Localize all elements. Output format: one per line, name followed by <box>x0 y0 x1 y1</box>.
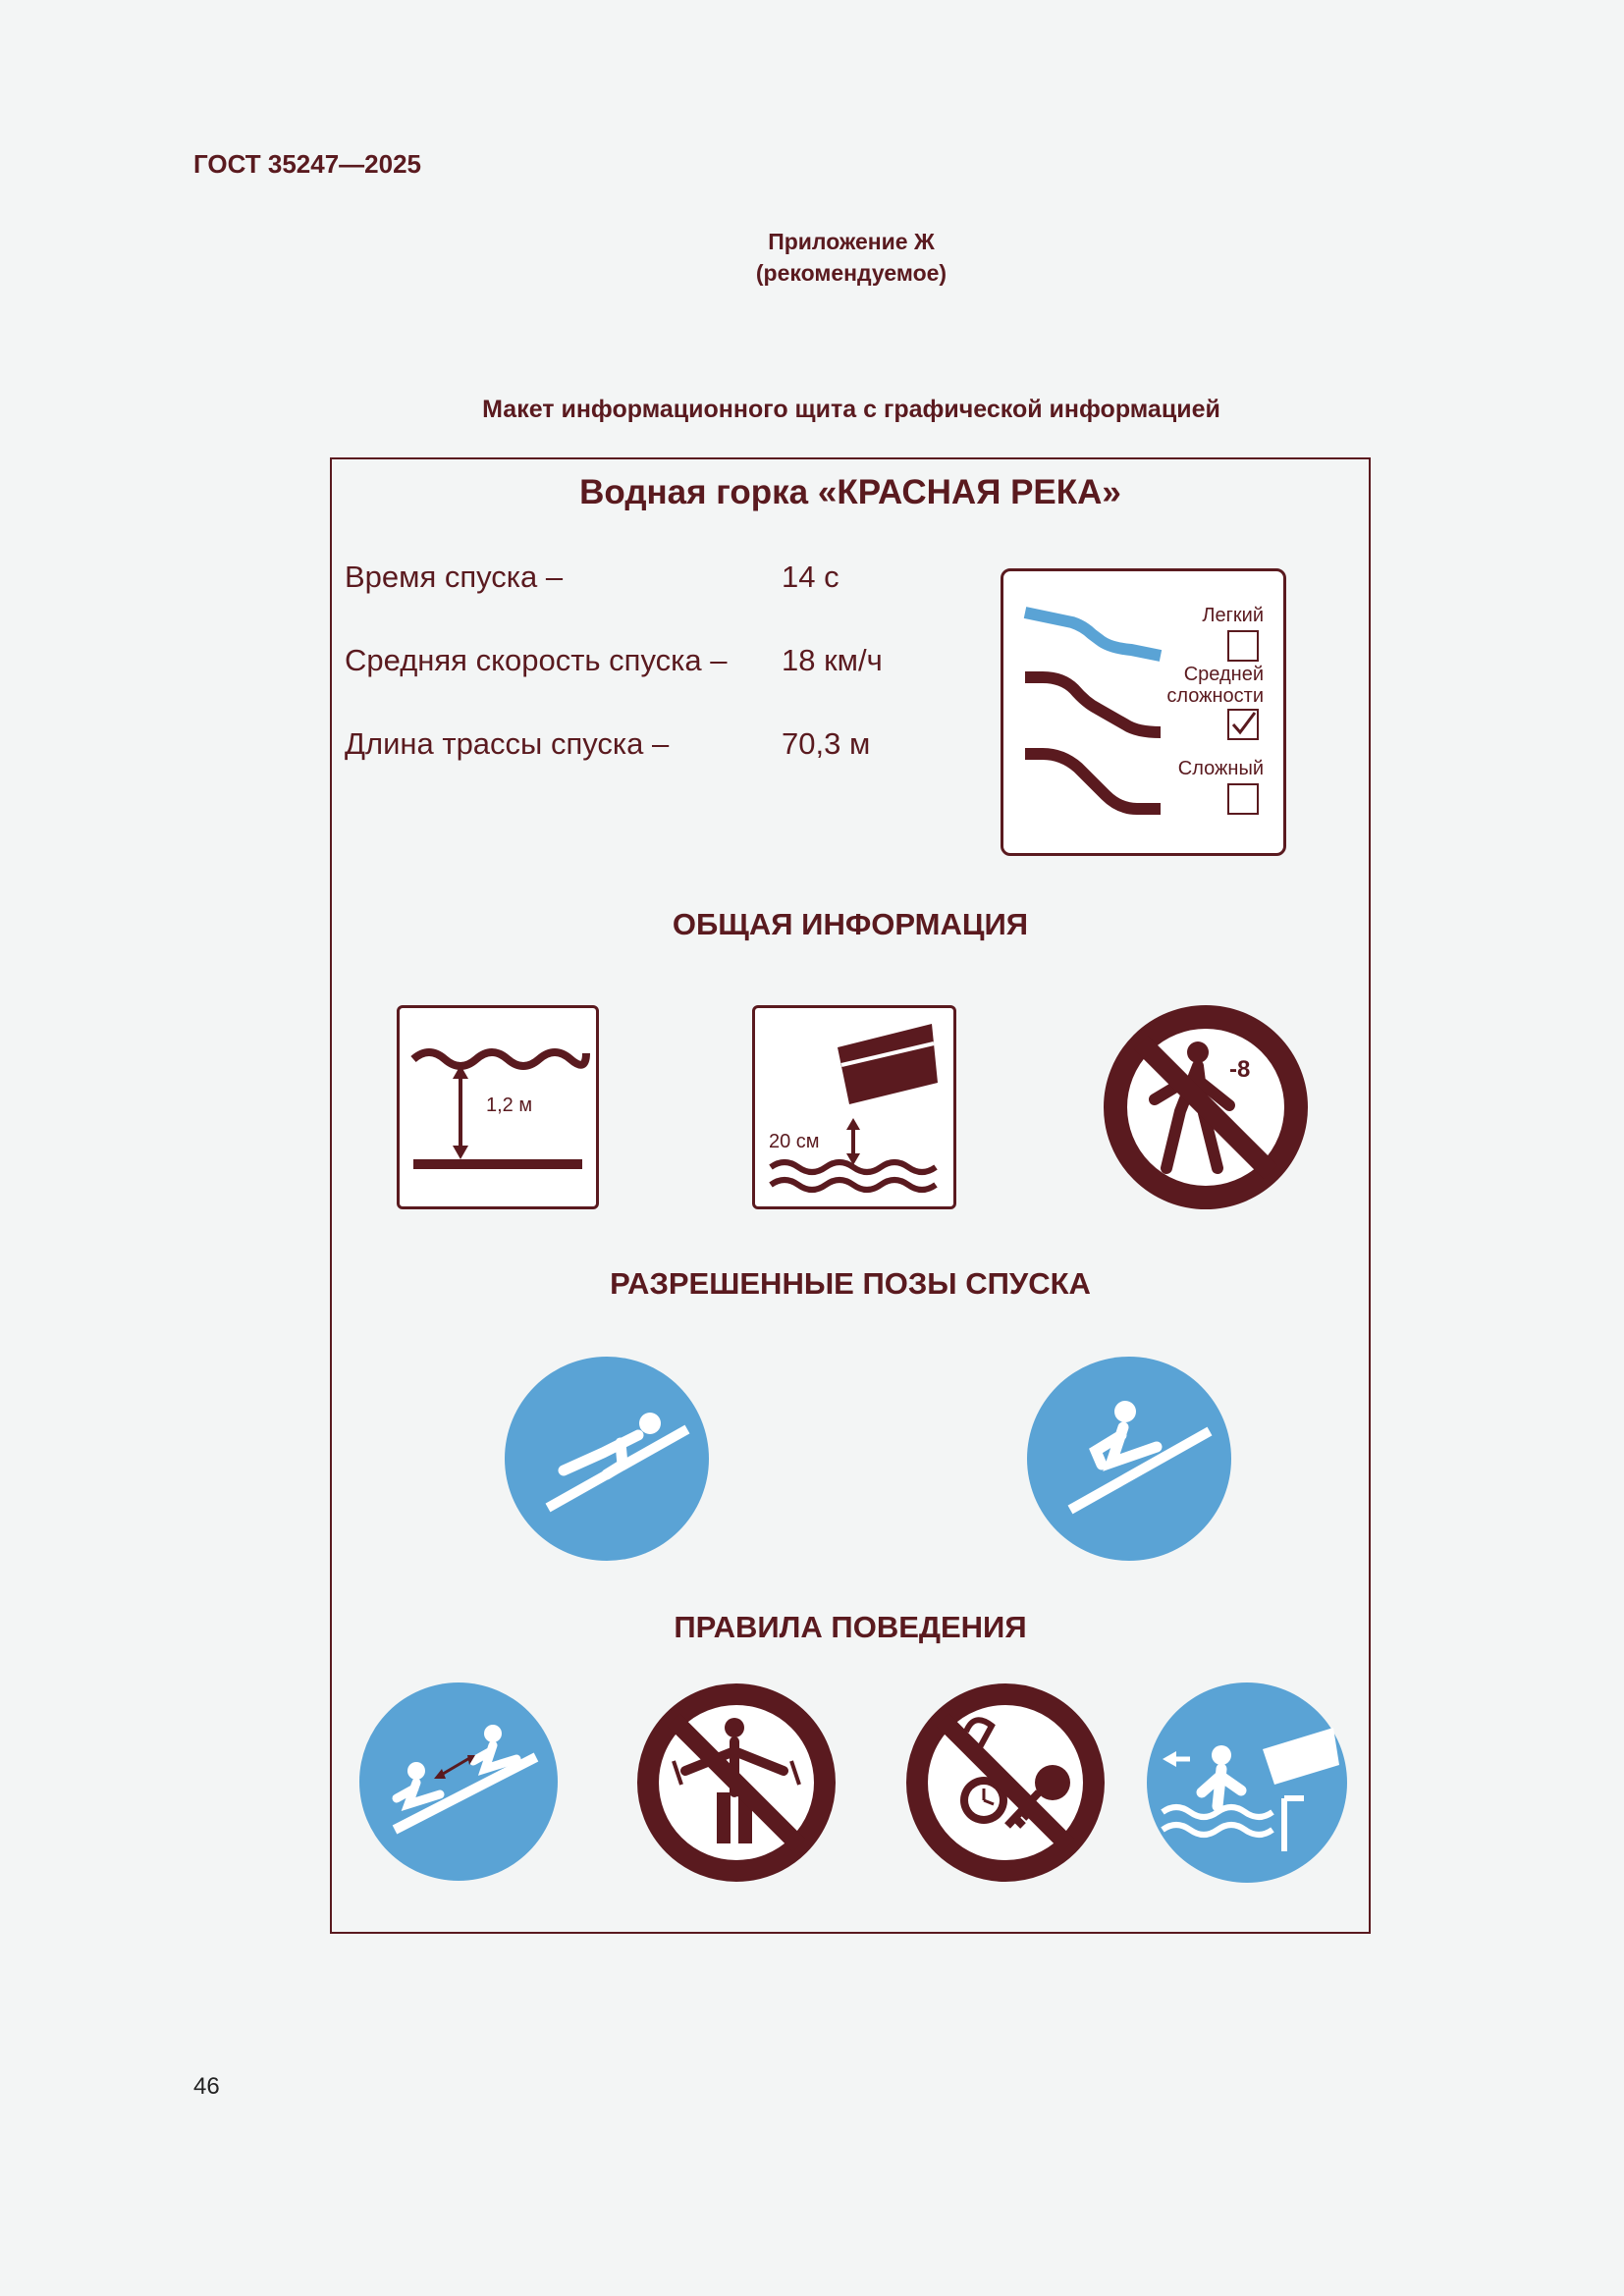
annex-subtitle: (рекомендуемое) <box>755 260 947 286</box>
stat-value-avg-speed: 18 км/ч <box>782 643 883 677</box>
page-number: 46 <box>193 2073 220 2100</box>
easy-track-icon <box>1025 613 1161 656</box>
difficulty-hard-checkbox[interactable] <box>1227 783 1259 815</box>
stat-label-track-length: Длина трассы спуска – <box>345 726 670 761</box>
poster-title: Водная горка «КРАСНАЯ РЕКА» <box>579 473 1121 511</box>
difficulty-medium-checkbox[interactable] <box>1227 709 1259 740</box>
poster-caption: Макет информационного щита с графической информацией <box>482 396 1220 423</box>
section-heading-general: ОБЩАЯ ИНФОРМАЦИЯ <box>672 907 1029 941</box>
stat-value-descent-time: 14 с <box>782 560 839 594</box>
no-holding-sides-icon <box>636 1682 837 1883</box>
document-code: ГОСТ 35247—2025 <box>193 149 421 179</box>
difficulty-easy-label: Легкий <box>1202 605 1264 626</box>
annex-name: Приложение Ж <box>768 229 935 254</box>
difficulty-hard-label: Сложный <box>1177 758 1264 779</box>
keep-distance-icon <box>359 1682 558 1881</box>
depth-label: 1,2 м <box>486 1095 533 1116</box>
stat-label-avg-speed: Средняя скорость спуска – <box>345 643 728 677</box>
no-personal-items-icon <box>905 1682 1106 1883</box>
exit-height-label: 20 см <box>769 1131 820 1152</box>
slide-exit-icon <box>755 1008 953 1206</box>
difficulty-medium-label: Средней сложности <box>1166 664 1264 707</box>
age-limit-prohibition-icon <box>1102 1003 1310 1211</box>
exit-pool-icon <box>1147 1682 1347 1883</box>
medium-track-icon <box>1025 677 1161 732</box>
pool-depth-sign <box>397 1005 599 1209</box>
stat-label-descent-time: Время спуска – <box>345 560 564 594</box>
lying-pose-icon <box>505 1357 709 1561</box>
difficulty-easy-checkbox[interactable] <box>1227 630 1259 662</box>
stat-value-track-length: 70,3 м <box>782 726 871 761</box>
info-board <box>330 457 1371 1934</box>
annex-title <box>0 226 1624 289</box>
age-limit-label: -8 <box>1229 1056 1251 1083</box>
checkmark-icon <box>1229 711 1257 738</box>
section-heading-poses: РАЗРЕШЕННЫЕ ПОЗЫ СПУСКА <box>610 1266 1091 1301</box>
slide-exit-height-sign <box>752 1005 956 1209</box>
hard-track-icon <box>1025 754 1161 809</box>
sitting-pose-icon <box>1027 1357 1231 1561</box>
difficulty-legend <box>1001 568 1286 856</box>
section-heading-rules: ПРАВИЛА ПОВЕДЕНИЯ <box>674 1610 1027 1644</box>
